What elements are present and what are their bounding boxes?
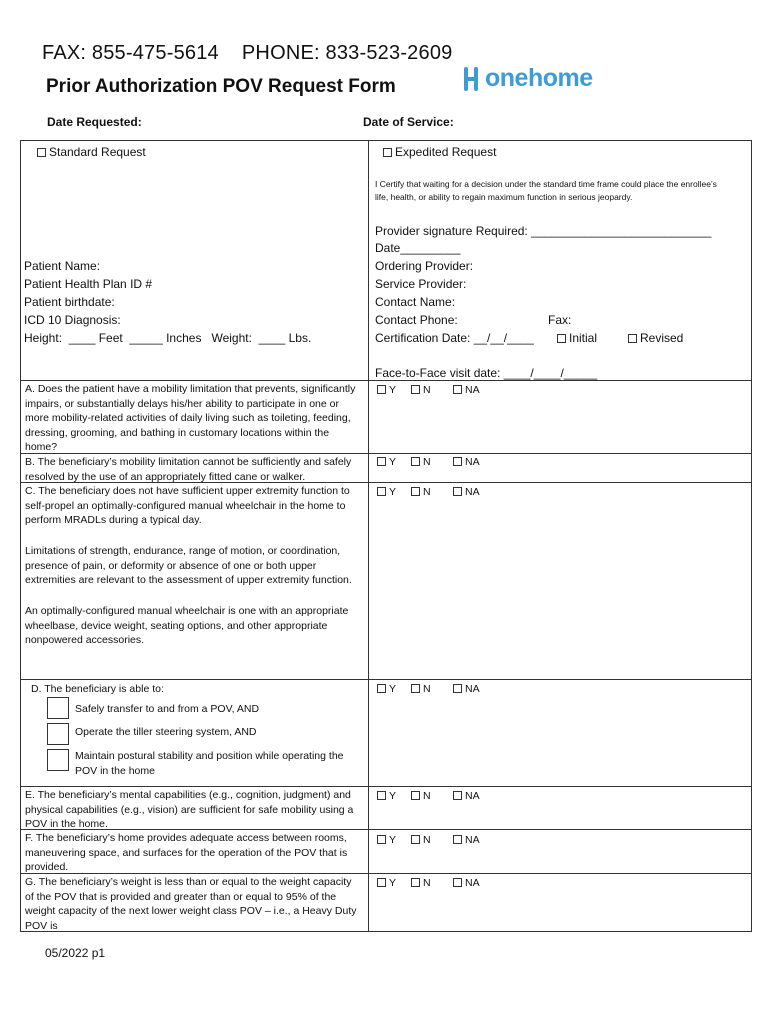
na-label: NA [465,877,480,889]
row-divider-d [20,679,752,680]
logo-text: onehome [485,64,593,92]
question-f-n-option[interactable] [411,834,431,846]
initial-option[interactable] [557,329,597,347]
question-b-na-option[interactable] [453,456,480,468]
patient-name-field[interactable]: Patient Name: [24,259,101,273]
question-c-note-2: An optimally-configured manual wheelchair is one with an appropriate wheelbase, device weight, seating options, and other appropriate nonpowered accessories. [25,605,349,646]
standard-request-option[interactable] [37,145,146,159]
n-label: N [423,877,431,889]
birthdate-field[interactable]: Patient birthdate: [24,295,115,309]
question-c-note-1: Limitations of strength, endurance, range of motion, or coordination, presence of pain, or deformity or absence of one or both upper extremities are relevant to the assessment of upper extremity function. [25,545,352,586]
row-divider-e [20,786,752,787]
checkbox-icon[interactable] [377,835,386,844]
checkbox-icon[interactable] [453,835,462,844]
na-label: NA [465,486,480,498]
question-e-n-option[interactable] [411,790,431,802]
page-footer: 05/2022 p1 [45,946,106,960]
date-of-service-label: Date of Service: [363,115,454,129]
d-item-1: Safely transfer to and from a POV, AND [75,703,260,715]
d-item-1-checkbox[interactable] [47,697,69,719]
checkbox-icon[interactable] [411,684,420,693]
fax-field[interactable]: Fax: [548,313,572,327]
d-item-2-checkbox[interactable] [47,723,69,745]
question-f-y-option[interactable] [377,834,396,846]
checkbox-icon[interactable] [411,457,420,466]
question-a-n-option[interactable] [411,384,431,396]
question-d-y-option[interactable] [377,683,396,695]
icd10-field[interactable]: ICD 10 Diagnosis: [24,313,121,327]
provider-signature-line[interactable]: Provider signature Required: ___________________________ [375,224,712,238]
n-label: N [423,456,431,468]
height-weight-field[interactable]: Height: ____ Feet _____ Inches Weight: ____ Lbs. [24,331,312,345]
onehome-logo [461,64,593,93]
question-e-na-option[interactable] [453,790,480,802]
question-g-n-option[interactable] [411,877,431,889]
question-c-na-option[interactable] [453,486,480,498]
initial-label: Initial [569,331,598,345]
d-item-3-checkbox[interactable] [47,749,69,771]
n-label: N [423,683,431,695]
checkbox-icon[interactable] [377,791,386,800]
checkbox-icon[interactable] [453,878,462,887]
column-divider [368,140,369,932]
question-e-y-option[interactable] [377,790,396,802]
service-provider-field[interactable]: Service Provider: [375,277,467,291]
checkbox-icon[interactable] [411,791,420,800]
checkbox-icon[interactable] [383,148,392,157]
na-label: NA [465,790,480,802]
contact-phone-field[interactable]: Contact Phone: [375,313,458,327]
question-f: F. The beneficiary’s home provides adequate access between rooms, maneuvering space, and surfaces for the operation of the POV that is provided. [25,832,348,873]
date-requested-label: Date Requested: [47,115,142,129]
checkbox-icon[interactable] [557,334,566,343]
question-e: E. The beneficiary’s mental capabilities (e.g., cognition, judgment) and physical capabilities (e.g., vision) are sufficient for safe mobility using a POV in the home. [25,789,354,830]
house-icon [461,65,481,93]
question-a: A. Does the patient have a mobility limitation that prevents, significantly impairs, or substantially delays his/her ability to participate in one or more mobility-related activities of daily living such as toileting, feeding, dressing, grooming, and bathing in customary locations within the home? [25,383,356,453]
checkbox-icon[interactable] [411,878,420,887]
checkbox-icon[interactable] [411,487,420,496]
question-c-n-option[interactable] [411,486,431,498]
form-title: Prior Authorization POV Request Form [46,76,396,97]
question-g-y-option[interactable] [377,877,396,889]
question-b-y-option[interactable] [377,456,396,468]
na-label: NA [465,834,480,846]
y-label: Y [389,683,397,695]
plan-id-field[interactable]: Patient Health Plan ID # [24,277,153,291]
revised-label: Revised [640,331,684,345]
d-item-3: Maintain postural stability and position while operating the POV in the home [75,750,344,777]
checkbox-icon[interactable] [453,684,462,693]
n-label: N [423,790,431,802]
certification-date-field[interactable]: Certification Date: __/__/____ [375,331,534,345]
signature-date-line[interactable]: Date_________ [375,241,461,255]
checkbox-icon[interactable] [377,878,386,887]
question-b-n-option[interactable] [411,456,431,468]
d-item-2: Operate the tiller steering system, AND [75,726,257,738]
y-label: Y [389,790,397,802]
question-g: G. The beneficiary’s weight is less than or equal to the weight capacity of the POV that is provided and greater than or equal to 95% of the weight capacity of the next lower weight class POV – i.e., a Heavy Duty POV is [25,876,357,932]
checkbox-icon[interactable] [37,148,46,157]
checkbox-icon[interactable] [377,385,386,394]
checkbox-icon[interactable] [453,385,462,394]
checkbox-icon[interactable] [411,835,420,844]
ordering-provider-field[interactable]: Ordering Provider: [375,259,474,273]
y-label: Y [389,486,397,498]
n-label: N [423,384,431,396]
standard-request-label: Standard Request [49,145,146,159]
question-d: D. The beneficiary is able to: [31,683,164,695]
question-a-na-option[interactable] [453,384,480,396]
na-label: NA [465,384,480,396]
fax-phone-header: FAX: 855-475-5614 PHONE: 833-523-2609 [42,42,453,64]
revised-option[interactable] [628,329,683,347]
question-g-na-option[interactable] [453,877,480,889]
na-label: NA [465,456,480,468]
y-label: Y [389,384,397,396]
expedited-request-label: Expedited Request [395,145,497,159]
question-b: B. The beneficiary’s mobility limitation cannot be sufficiently and safely resolved by the use of an appropriately fitted cane or walker. [25,456,352,483]
checkbox-icon[interactable] [377,487,386,496]
question-d-na-option[interactable] [453,683,480,695]
checkbox-icon[interactable] [453,457,462,466]
n-label: N [423,486,431,498]
certify-statement: I Certify that waiting for a decision under the standard time frame could place the enrollee’s life, health, or ability to regain maximum function in serious jeopardy. [375,179,717,202]
checkbox-icon[interactable] [453,791,462,800]
n-label: N [423,834,431,846]
y-label: Y [389,877,397,889]
face-to-face-date-field[interactable]: Face-to-Face visit date: ____/____/_____ [375,366,598,380]
question-d-n-option[interactable] [411,683,431,695]
y-label: Y [389,834,397,846]
checkbox-icon[interactable] [453,487,462,496]
checkbox-icon[interactable] [377,684,386,693]
expedited-request-option[interactable] [383,145,496,159]
na-label: NA [465,683,480,695]
checkbox-icon[interactable] [377,457,386,466]
question-a-y-option[interactable] [377,384,396,396]
checkbox-icon[interactable] [628,334,637,343]
y-label: Y [389,456,397,468]
contact-name-field[interactable]: Contact Name: [375,295,456,309]
question-c: C. The beneficiary does not have sufficient upper extremity function to self-propel an optimally-configured manual wheelchair in the home to perform MRADLs during a typical day. [25,485,350,526]
checkbox-icon[interactable] [411,385,420,394]
question-c-y-option[interactable] [377,486,396,498]
question-f-na-option[interactable] [453,834,480,846]
